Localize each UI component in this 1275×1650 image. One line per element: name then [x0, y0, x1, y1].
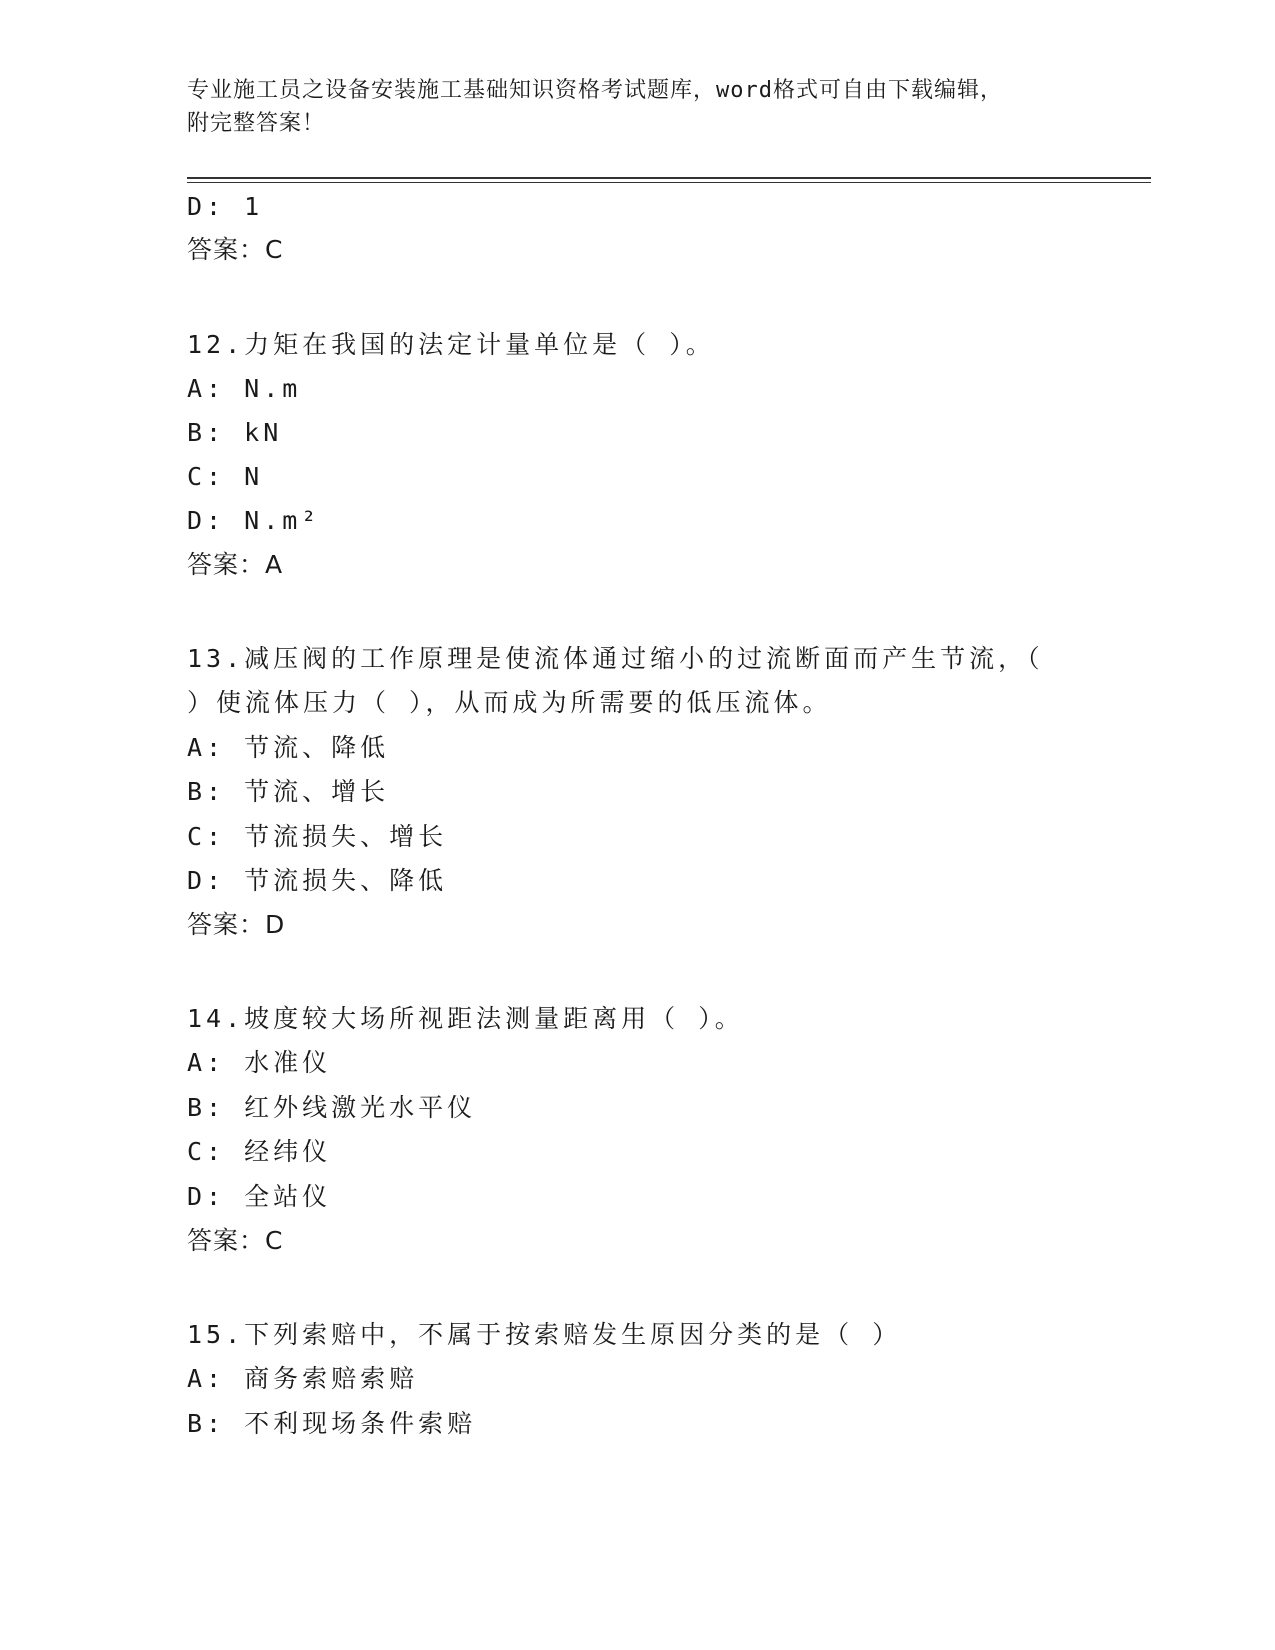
header-title-line1: 专业施工员之设备安装施工基础知识资格考试题库，word格式可自由下载编辑，	[187, 78, 1003, 103]
q14-option-a: A: 水准仪	[187, 1048, 332, 1077]
q15-option-a: A: 商务索赔索赔	[187, 1364, 419, 1393]
q12-option-a: A: N.m	[187, 374, 302, 403]
header-title-line2: 附完整答案！	[187, 111, 326, 136]
q14-option-c: C: 经纬仪	[187, 1137, 332, 1166]
q13-option-d: D: 节流损失、降低	[187, 866, 448, 895]
q12-option-b: B: kN	[187, 418, 283, 447]
q15-option-b: B: 不利现场条件索赔	[187, 1409, 477, 1438]
q14-option-d: D: 全站仪	[187, 1182, 332, 1211]
q13-option-b: B: 节流、增长	[187, 777, 390, 806]
q13-option-c: C: 节流损失、增长	[187, 822, 448, 851]
q14-stem: 14.坡度较大场所视距法测量距离用（ ）。	[187, 1004, 744, 1033]
q12-option-d: D: N.m²	[187, 506, 321, 535]
q14-option-b: B: 红外线激光水平仪	[187, 1093, 477, 1122]
prev-answer: 答案：C	[187, 235, 284, 264]
q12-answer: 答案：A	[187, 550, 284, 579]
q13-answer: 答案：D	[187, 910, 286, 939]
prev-option-d: D: 1	[187, 192, 264, 221]
q13-option-a: A: 节流、降低	[187, 733, 390, 762]
q15-stem: 15.下列索赔中，不属于按索赔发生原因分类的是（ ）	[187, 1320, 902, 1349]
q13-stem-line2: ）使流体压力（ ），从而成为所需要的低压流体。	[187, 688, 832, 717]
header-divider-top	[187, 177, 1151, 179]
document-header	[187, 74, 1087, 140]
q12-option-c: C: N	[187, 462, 264, 491]
q13-stem-line1: 13.减压阀的工作原理是使流体通过缩小的过流断面而产生节流，（	[187, 644, 1044, 673]
q12-stem: 12.力矩在我国的法定计量单位是（ ）。	[187, 330, 715, 359]
q14-answer: 答案：C	[187, 1226, 284, 1255]
header-divider-bottom	[187, 182, 1151, 183]
